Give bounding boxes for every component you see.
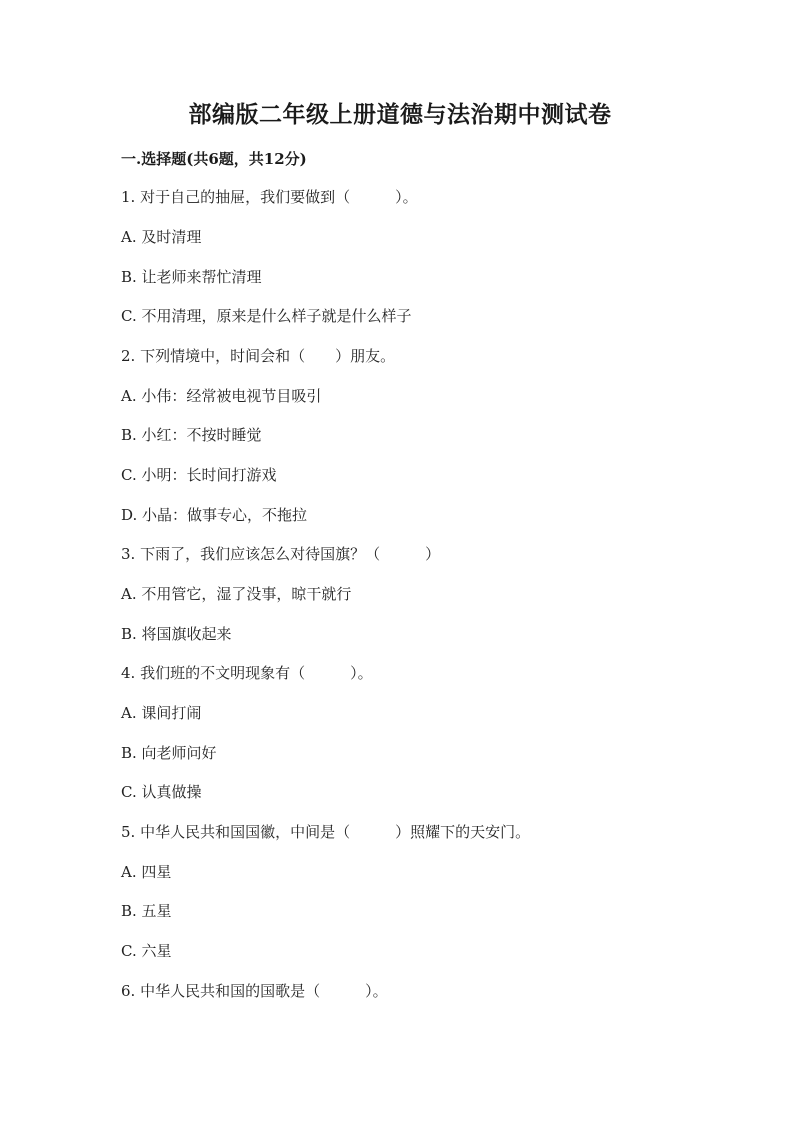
answer-option: A. 不用管它，湿了没事，晾干就行	[121, 585, 352, 603]
question-stem: 2. 下列情境中，时间会和（ ）朋友。	[121, 347, 396, 365]
answer-option: D. 小晶：做事专心，不拖拉	[121, 506, 308, 524]
answer-option: C. 认真做操	[121, 783, 202, 801]
question-stem: 4. 我们班的不文明现象有（ ）。	[121, 664, 373, 682]
answer-option: B. 让老师来帮忙清理	[121, 268, 262, 286]
question-stem: 6. 中华人民共和国的国歌是（ ）。	[121, 982, 388, 1000]
answer-option: C. 小明：长时间打游戏	[121, 466, 277, 484]
answer-option: A. 课间打闹	[121, 704, 202, 722]
question-stem: 1. 对于自己的抽屉，我们要做到（ ）。	[121, 188, 418, 206]
answer-option: C. 不用清理，原来是什么样子就是什么样子	[121, 307, 412, 325]
question-stem: 5. 中华人民共和国国徽，中间是（ ）照耀下的天安门。	[121, 823, 531, 841]
answer-option: A. 小伟：经常被电视节目吸引	[121, 387, 322, 405]
answer-option: A. 四星	[121, 863, 172, 881]
answer-option: C. 六星	[121, 942, 172, 960]
answer-option: B. 五星	[121, 902, 172, 920]
answer-option: B. 小红：不按时睡觉	[121, 426, 262, 444]
question-stem: 3. 下雨了，我们应该怎么对待国旗？（ ）	[121, 545, 441, 563]
answer-option: A. 及时清理	[121, 228, 202, 246]
answer-option: B. 将国旗收起来	[121, 625, 232, 643]
page-title: 部编版二年级上册道德与法治期中测试卷	[188, 101, 612, 128]
section-heading: 一.选择题(共6题，共12分)	[121, 150, 307, 168]
answer-option: B. 向老师问好	[121, 744, 217, 762]
